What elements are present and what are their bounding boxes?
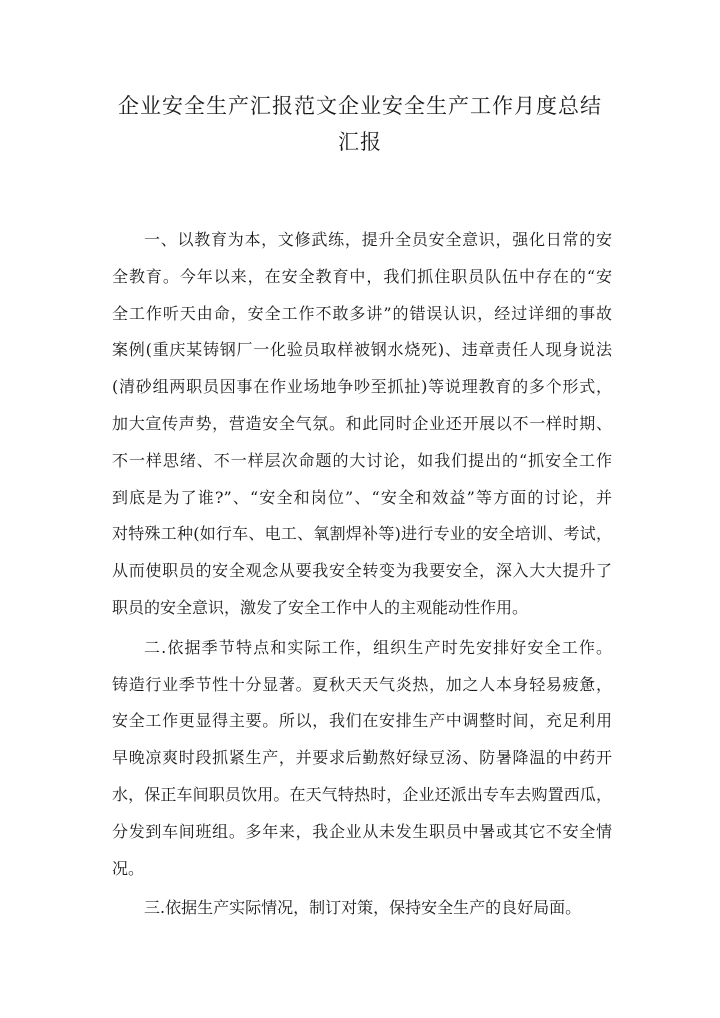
text-line: 铸造行业季节性十分显著。夏秋天天气炎热，加之人本身轻易疲惫，: [112, 674, 612, 694]
text-line: 从而使职员的安全观念从要我安全转变为我要安全，深入大大提升了: [112, 561, 612, 581]
text-line: 不一样思绪、不一样层次命题的大讨论，如我们提出的“抓安全工作: [112, 450, 612, 470]
page-title: [100, 88, 620, 160]
text-line: (清砂组两职员因事在作业场地争吵至抓扯)等说理教育的多个形式，: [112, 377, 612, 397]
text-line: 加大宣传声势，营造安全气氛。和此同时企业还开展以不一样时期、: [112, 413, 612, 433]
text-line: 分发到车间班组。多年来，我企业从未发生职员中暑或其它不安全情: [112, 821, 612, 841]
document-body: [112, 222, 612, 927]
text-line: 况。: [112, 858, 145, 878]
text-line: 职员的安全意识，激发了安全工作中人的主观能动性作用。: [112, 597, 529, 617]
text-line: 二.依据季节特点和实际工作，组织生产时先安排好安全工作。: [144, 637, 612, 657]
text-line: 案例(重庆某铸钢厂一化验员取样被钢水烧死)、违章责任人现身说法: [112, 340, 612, 360]
text-line: 一、以教育为本，文修武练，提升全员安全意识，强化日常的安: [144, 230, 612, 249]
text-line: 三.依据生产实际情况，制订对策，保持安全生产的良好局面。: [144, 898, 582, 918]
title-line: 汇报: [338, 130, 382, 154]
text-line: 安全工作更显得主要。所以，我们在安排生产中调整时间，充足利用: [112, 711, 612, 731]
text-line: 到底是为了谁?”、“安全和岗位”、“安全和效益”等方面的讨论，并: [112, 487, 612, 507]
paragraph-3: [112, 890, 612, 927]
text-line: 对特殊工种(如行车、电工、氧割焊补等)进行专业的安全培训、考试，: [112, 524, 612, 544]
paragraph-1: [112, 222, 612, 627]
text-line: 全工作听天由命，安全工作不敢多讲”的错误认识，经过详细的事故: [112, 303, 612, 323]
text-line: 全教育。今年以来，在安全教育中，我们抓住职员队伍中存在的“安: [112, 266, 612, 286]
text-line: 早晚凉爽时段抓紧生产，并要求后勤熬好绿豆汤、防暑降温的中药开: [112, 748, 612, 768]
title-line: 企业安全生产汇报范文企业安全生产工作月度总结: [118, 94, 602, 118]
text-line: 水，保正车间职员饮用。在天气特热时，企业还派出专车去购置西瓜，: [112, 784, 612, 804]
paragraph-2: [112, 630, 612, 888]
